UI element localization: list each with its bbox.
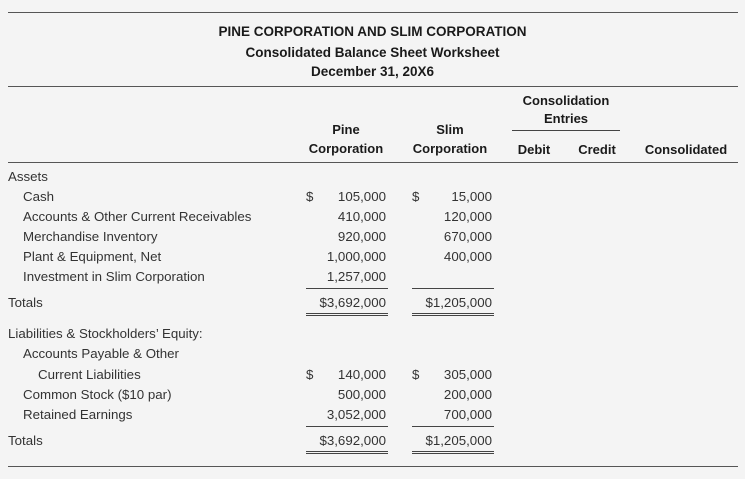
row-label-common-stock: Common Stock ($10 par) [23, 387, 172, 402]
assets-pine-double-underline [306, 313, 388, 316]
plant-slim: 400,000 [443, 249, 492, 264]
entries-header-line2: Entries [543, 111, 589, 126]
liab-pine-underline [306, 426, 388, 427]
liabilities-totals-label: Totals [8, 433, 43, 448]
current-liabilities-slim: 305,000 [443, 367, 492, 382]
bottom-rule [8, 466, 738, 467]
row-label-investment: Investment in Slim Corporation [23, 269, 205, 284]
pine-header [300, 122, 392, 156]
receivables-pine: 410,000 [337, 209, 386, 224]
assets-heading: Assets [8, 169, 48, 184]
liab-pine-double-underline [306, 451, 388, 454]
liab-slim-double-underline [412, 451, 494, 454]
debit-header: Debit [517, 142, 551, 157]
pine-header-line2: Corporation [308, 141, 384, 156]
consolidated-header: Consolidated [644, 142, 728, 157]
row-label-inventory: Merchandise Inventory [23, 229, 158, 244]
liabilities-totals-pine: $3,692,000 [319, 433, 386, 448]
receivables-slim: 120,000 [443, 209, 492, 224]
slim-header-line2: Corporation [412, 141, 488, 156]
slim-header [404, 122, 496, 156]
row-label-cash: Cash [23, 189, 55, 204]
liab-pine-dollar: $ [306, 367, 314, 382]
entries-header [508, 93, 624, 126]
retained-earnings-slim: 700,000 [443, 407, 492, 422]
row-label-retained-earnings: Retained Earnings [23, 407, 133, 422]
current-liabilities-pine: 140,000 [337, 367, 386, 382]
entries-underline [512, 130, 620, 131]
cash-slim: 15,000 [451, 189, 492, 204]
cash-pine: 105,000 [337, 189, 386, 204]
slim-header-line1: Slim [436, 122, 464, 137]
liabilities-totals-slim: $1,205,000 [425, 433, 492, 448]
row-label-current-liabilities: Current Liabilities [38, 367, 141, 382]
common-stock-slim: 200,000 [443, 387, 492, 402]
plant-pine: 1,000,000 [326, 249, 386, 264]
row-label-plant: Plant & Equipment, Net [23, 249, 162, 264]
liabilities-heading: Liabilities & Stockholders’ Equity: [8, 326, 203, 341]
liab-slim-dollar: $ [412, 367, 420, 382]
credit-header: Credit [578, 142, 616, 157]
date-title: December 31, 20X6 [310, 64, 435, 79]
entries-header-line1: Consolidation [522, 93, 610, 108]
assets-totals-pine: $3,692,000 [319, 295, 386, 310]
top-rule [8, 12, 738, 13]
column-header-rule [8, 162, 738, 163]
pine-header-line1: Pine [332, 122, 360, 137]
assets-totals-label: Totals [8, 295, 43, 310]
assets-slim-double-underline [412, 313, 494, 316]
company-title: PINE CORPORATION AND SLIM CORPORATION [218, 24, 527, 39]
cash-slim-dollar: $ [412, 189, 420, 204]
row-label-ap-line1: Accounts Payable & Other [23, 346, 179, 361]
retained-earnings-pine: 3,052,000 [326, 407, 386, 422]
assets-pine-underline [306, 288, 388, 289]
common-stock-pine: 500,000 [337, 387, 386, 402]
cash-pine-dollar: $ [306, 189, 314, 204]
row-label-receivables: Accounts & Other Current Receivables [23, 209, 252, 224]
investment-pine: 1,257,000 [326, 269, 386, 284]
worksheet-title: Consolidated Balance Sheet Worksheet [245, 45, 500, 60]
inventory-slim: 670,000 [443, 229, 492, 244]
assets-slim-underline [412, 288, 494, 289]
liab-slim-underline [412, 426, 494, 427]
assets-totals-slim: $1,205,000 [425, 295, 492, 310]
header-rule [8, 86, 738, 87]
inventory-pine: 920,000 [337, 229, 386, 244]
